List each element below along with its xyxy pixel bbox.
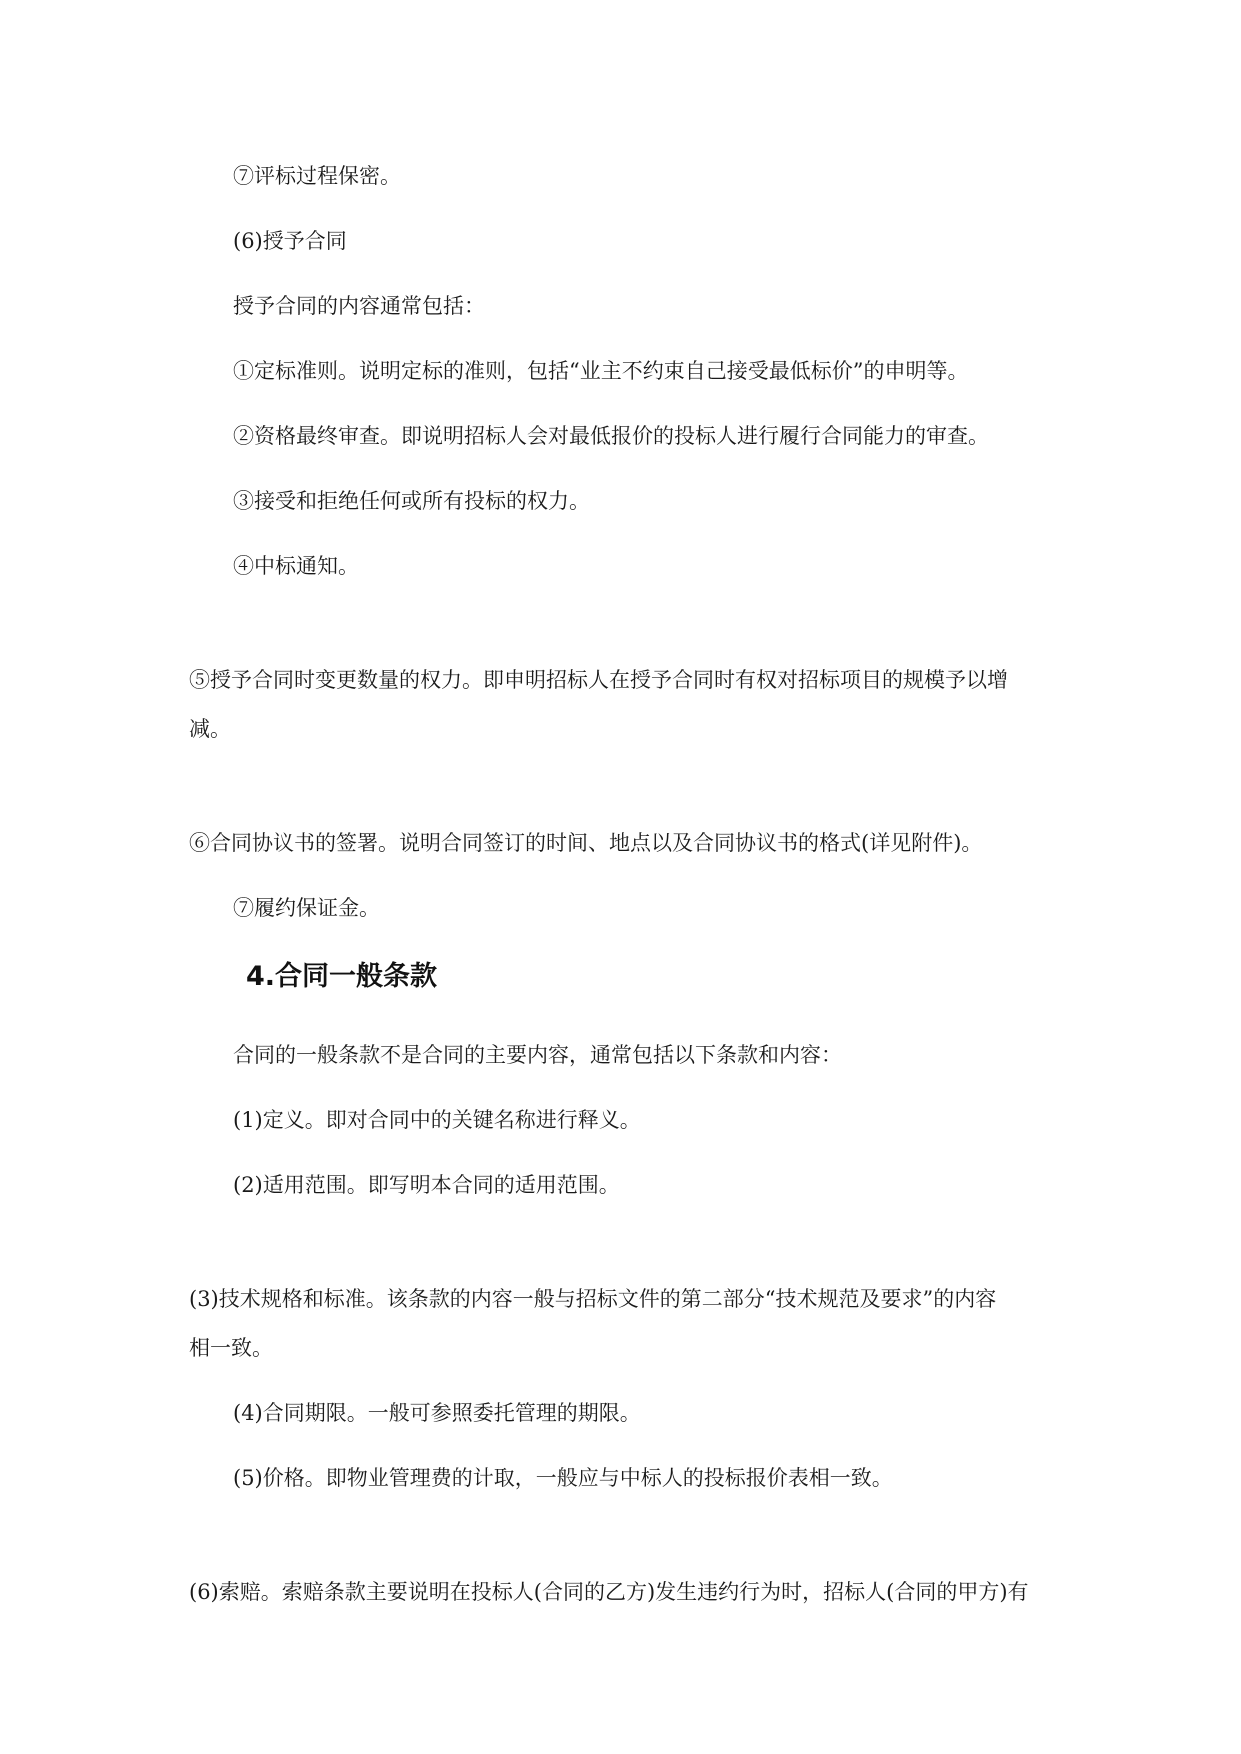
paragraph-scope: (2)适用范围。即写明本合同的适用范围。 <box>233 1173 620 1197</box>
paragraph-price: (5)价格。即物业管理费的计取，一般应与中标人的投标报价表相一致。 <box>233 1466 893 1490</box>
paragraph-agreement-signing: ⑥合同协议书的签署。说明合同签订的时间、地点以及合同协议书的格式(详见附件)。 <box>189 831 983 855</box>
paragraph-definitions: (1)定义。即对合同中的关键名称进行释义。 <box>233 1108 641 1132</box>
paragraph-award-contract-title: (6)授予合同 <box>233 229 347 253</box>
paragraph-final-qualification: ②资格最终审查。即说明招标人会对最低报价的投标人进行履行合同能力的审查。 <box>233 424 989 448</box>
paragraph-technical-specs-line1: (3)技术规格和标准。该条款的内容一般与招标文件的第二部分“技术规范及要求”的内容 <box>189 1287 997 1311</box>
section-heading: 4.合同一般条款 <box>246 961 438 992</box>
paragraph-quantity-change-line2: 减。 <box>189 717 231 741</box>
paragraph-performance-bond: ⑦履约保证金。 <box>233 896 380 920</box>
paragraph-quantity-change-line1: ⑤授予合同时变更数量的权力。即申明招标人在授予合同时有权对招标项目的规模予以增 <box>189 668 1008 692</box>
paragraph-general-terms-intro: 合同的一般条款不是合同的主要内容，通常包括以下条款和内容： <box>233 1043 842 1067</box>
paragraph-evaluation-confidential: ⑦评标过程保密。 <box>233 164 401 188</box>
paragraph-claims: (6)索赔。索赔条款主要说明在投标人(合同的乙方)发生违约行为时，招标人(合同的甲方)有 <box>189 1580 1029 1604</box>
paragraph-accept-reject: ③接受和拒绝任何或所有投标的权力。 <box>233 489 590 513</box>
paragraph-award-contract-intro: 授予合同的内容通常包括： <box>233 294 485 318</box>
paragraph-award-criteria: ①定标准则。说明定标的准则，包括“业主不约束自己接受最低标价”的申明等。 <box>233 359 969 383</box>
paragraph-contract-term: (4)合同期限。一般可参照委托管理的期限。 <box>233 1401 641 1425</box>
paragraph-award-notice: ④中标通知。 <box>233 554 359 578</box>
paragraph-technical-specs-line2: 相一致。 <box>189 1336 273 1360</box>
